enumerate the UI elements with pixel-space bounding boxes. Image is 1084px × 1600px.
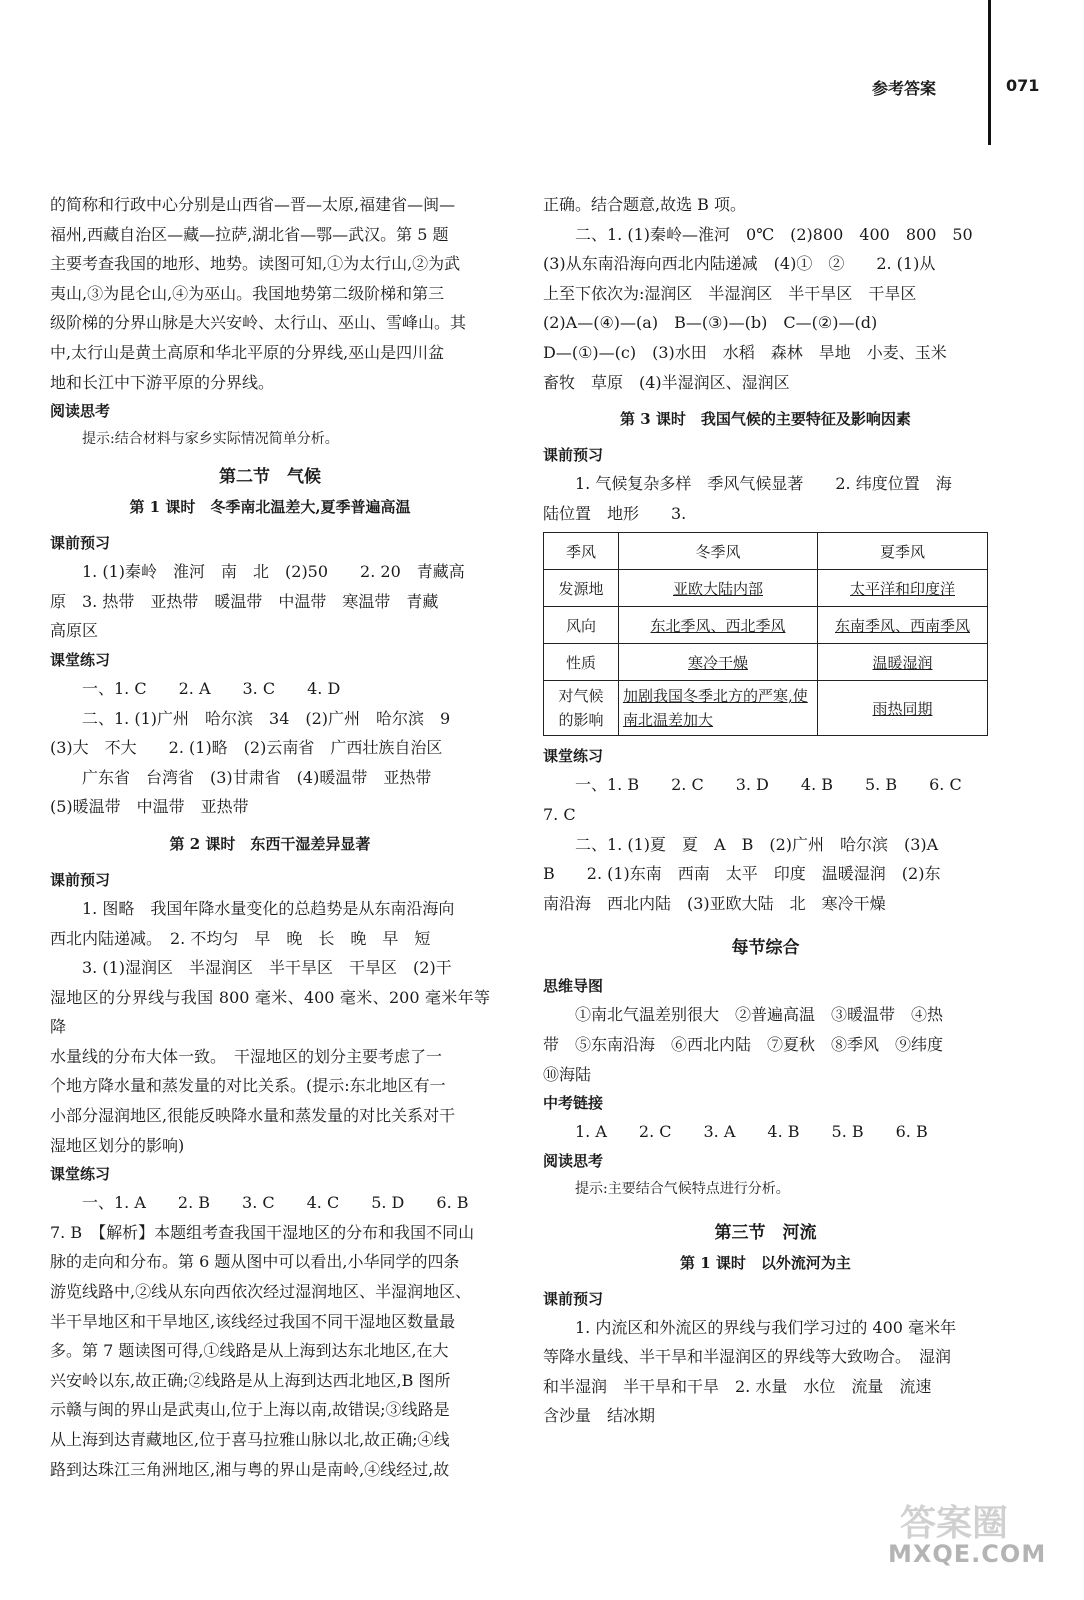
answer-text: 加剧我国冬季北方的严寒,使南北温差加大 bbox=[623, 687, 808, 730]
watermark-text: MXQE.COM bbox=[888, 1540, 1047, 1568]
text-line: 脉的走向和分布。第 6 题从图中可以看出,小华同学的四条 bbox=[50, 1252, 460, 1272]
lesson-title: 第 1 课时 以外流河为主 bbox=[680, 1253, 851, 1272]
lesson-title: 第 1 课时 冬季南北温差大,夏季普遍高温 bbox=[129, 498, 411, 517]
text-line: 含沙量 结冰期 bbox=[543, 1406, 656, 1426]
reading-label: 阅读思考 bbox=[543, 1151, 604, 1170]
text-line: 夷山,③为昆仑山,④为巫山。我国地势第二级阶梯和第三 bbox=[50, 283, 445, 303]
class-practice-label: 课堂练习 bbox=[50, 650, 111, 669]
answer-text: 太平洋和印度洋 bbox=[849, 579, 955, 598]
section-title: 第二节 气候 bbox=[219, 467, 321, 488]
text-line: 从上海到达青藏地区,位于喜马拉雅山脉以北,故正确;④线 bbox=[50, 1430, 450, 1449]
header-label: 参考答案 bbox=[872, 79, 937, 98]
exam-link-label: 中考链接 bbox=[543, 1094, 604, 1113]
text-line: 级阶梯的分界山脉是大兴安岭、太行山、巫山、雪峰山。其 bbox=[50, 313, 467, 333]
watermark-logo: 答案圈 bbox=[900, 1503, 1009, 1544]
text-line: 和半湿润 半干旱和干旱 2. 水量 水位 流量 流速 bbox=[543, 1376, 932, 1396]
section-title: 每节综合 bbox=[731, 938, 800, 959]
text-line: 主要考查我国的地形、地势。读图可知,①为太行山,②为武 bbox=[50, 254, 461, 274]
text-line: (5)暖温带 中温带 亚热带 bbox=[50, 797, 249, 817]
answer-text: 东南季风、西南季风 bbox=[834, 616, 970, 635]
text-line: 中,太行山是黄土高原和华北平原的分界线,巫山是四川盆 bbox=[50, 342, 445, 362]
pre-study-label: 课前预习 bbox=[543, 1289, 604, 1308]
text-line: 1. (1)秦岭 淮河 南 北 (2)50 2. 20 青藏高 bbox=[82, 562, 465, 582]
text-line: 地和长江中下游平原的分界线。 bbox=[50, 372, 275, 392]
page-number: 071 bbox=[1006, 76, 1040, 95]
table-cell: 对气候 的影响 bbox=[544, 681, 619, 736]
text-line: 的简称和行政中心分别是山西省—晋—太原,福建省—闽— bbox=[50, 195, 456, 214]
text-line: (3)从东南沿海向西北内陆递减 (4)① ② 2. (1)从 bbox=[543, 254, 936, 274]
text-line: 高原区 bbox=[50, 621, 99, 641]
section-title: 第三节 河流 bbox=[714, 1222, 817, 1243]
reading-note: 提示:主要结合气候特点进行分析。 bbox=[575, 1180, 790, 1197]
text-line: 二、1. (1)秦岭—淮河 0℃ (2)800 400 800 50 bbox=[575, 224, 973, 244]
text-line: 1. A 2. C 3. A 4. B 5. B 6. B bbox=[575, 1122, 928, 1142]
mind-map-label: 思维导图 bbox=[543, 977, 604, 996]
lesson-title: 第 3 课时 我国气候的主要特征及影响因素 bbox=[620, 410, 911, 429]
table-cell bbox=[619, 570, 818, 607]
text-line: 3. (1)湿润区 半湿润区 半干旱区 干旱区 (2)干 bbox=[82, 958, 452, 978]
table-cell: 风向 bbox=[544, 607, 619, 644]
table-row bbox=[544, 570, 988, 607]
class-practice-label: 课堂练习 bbox=[543, 747, 604, 766]
answer-text: 亚欧大陆内部 bbox=[672, 579, 763, 598]
table-header-cell: 冬季风 bbox=[619, 533, 818, 570]
lesson-title: 第 2 课时 东西干湿差异显著 bbox=[169, 834, 371, 853]
text-line: 一、1. A 2. B 3. C 4. C 5. D 6. B bbox=[82, 1193, 469, 1213]
text-line: 湿地区划分的影响) bbox=[50, 1135, 185, 1155]
text-line: 水量线的分布大体一致。 干湿地区的划分主要考虑了一 bbox=[50, 1046, 443, 1066]
pre-study-label: 课前预习 bbox=[543, 446, 604, 465]
answer-text: 温暖湿润 bbox=[872, 653, 933, 672]
text-line: 游览线路中,②线从东向西依次经过湿润地区、半湿润地区、 bbox=[50, 1282, 472, 1302]
text-line: 个地方降水量和蒸发量的对比关系。(提示:东北地区有一 bbox=[50, 1076, 446, 1096]
reading-label: 阅读思考 bbox=[50, 402, 111, 421]
table-header-cell: 季风 bbox=[544, 533, 619, 570]
header-divider bbox=[988, 0, 991, 145]
answer-text: 雨热同期 bbox=[872, 699, 933, 718]
text-line: 湿地区的分界线与我国 800 毫米、400 毫米、200 毫米年等降 bbox=[50, 987, 490, 1037]
pre-study-label: 课前预习 bbox=[50, 870, 111, 889]
text-line: 广东省 台湾省 (3)甘肃省 (4)暖温带 亚热带 bbox=[82, 767, 432, 787]
table-cell bbox=[818, 681, 988, 736]
right-column bbox=[543, 190, 988, 1431]
text-line: 等降水量线、半干旱和半湿润区的界线等大致吻合。 湿润 bbox=[543, 1347, 952, 1367]
text-line: 上至下依次为:湿润区 半湿润区 半干旱区 干旱区 bbox=[543, 283, 917, 303]
text-line: D—(①)—(c) (3)水田 水稻 森林 旱地 小麦、玉米 bbox=[543, 342, 947, 362]
answer-text: 东北季风、西北季风 bbox=[650, 616, 786, 635]
pre-study-label: 课前预习 bbox=[50, 534, 111, 553]
text-line: 半干旱地区和干旱地区,该线经过我国不同干湿地区数量最 bbox=[50, 1311, 456, 1331]
text-line: 二、1. (1)广州 哈尔滨 34 (2)广州 哈尔滨 9 bbox=[82, 708, 451, 728]
table-cell bbox=[818, 644, 988, 681]
text-line: ⑩海陆 bbox=[543, 1064, 592, 1084]
table-cell bbox=[818, 607, 988, 644]
text-line: 陆位置 地形 3. bbox=[543, 503, 687, 523]
class-practice-label: 课堂练习 bbox=[50, 1165, 111, 1184]
text-line: 福州,西藏自治区—藏—拉萨,湖北省—鄂—武汉。第 5 题 bbox=[50, 224, 449, 244]
table-cell bbox=[818, 570, 988, 607]
text-line: 1. 内流区和外流区的界线与我们学习过的 400 毫米年 bbox=[575, 1317, 957, 1337]
answer-text: 寒冷干燥 bbox=[687, 653, 748, 672]
text-line: 西北内陆递减。 2. 不均匀 早 晚 长 晚 早 短 bbox=[50, 928, 431, 948]
text-line: 原 3. 热带 亚热带 暖温带 中温带 寒温带 青藏 bbox=[50, 591, 439, 611]
text-line: 二、1. (1)夏 夏 A B (2)广州 哈尔滨 (3)A bbox=[575, 834, 939, 854]
table-cell bbox=[619, 607, 818, 644]
text-line: 正确。结合题意,故选 B 项。 bbox=[543, 195, 747, 214]
text-line: 1. 图略 我国年降水量变化的总趋势是从东南沿海向 bbox=[82, 898, 455, 918]
text-line: 一、1. B 2. C 3. D 4. B 5. B 6. C bbox=[575, 775, 962, 795]
table-header-cell: 夏季风 bbox=[818, 533, 988, 570]
text-line: 7. B 【解析】本题组考查我国干湿地区的分布和我国不同山 bbox=[50, 1222, 475, 1242]
table-row bbox=[544, 607, 988, 644]
table-row bbox=[544, 644, 988, 681]
text-line: 示赣与闽的界山是武夷山,位于上海以南,故错误;③线路是 bbox=[50, 1400, 450, 1420]
table-cell bbox=[619, 681, 818, 736]
table-row bbox=[544, 681, 988, 736]
table-cell: 性质 bbox=[544, 644, 619, 681]
left-column bbox=[50, 190, 490, 1484]
text-line: 多。第 7 题读图可得,①线路是从上海到达东北地区,在大 bbox=[50, 1341, 449, 1361]
reading-note: 提示:结合材料与家乡实际情况简单分析。 bbox=[82, 431, 339, 448]
text-line: 小部分湿润地区,很能反映降水量和蒸发量的对比关系对干 bbox=[50, 1106, 456, 1126]
text-line: 畜牧 草原 (4)半湿润区、湿润区 bbox=[543, 372, 790, 392]
table-cell bbox=[619, 644, 818, 681]
text-line: 南沿海 西北内陆 (3)亚欧大陆 北 寒冷干燥 bbox=[543, 893, 886, 913]
text-line: 带 ⑤东南沿海 ⑥西北内陆 ⑦夏秋 ⑧季风 ⑨纬度 bbox=[543, 1034, 944, 1054]
text-line: B 2. (1)东南 西南 太平 印度 温暖湿润 (2)东 bbox=[543, 864, 941, 884]
text-line: 一、1. C 2. A 3. C 4. D bbox=[82, 678, 341, 698]
table-header-row bbox=[544, 533, 988, 570]
text-line: 1. 气候复杂多样 季风气候显著 2. 纬度位置 海 bbox=[575, 474, 952, 494]
text-line: 路到达珠江三角洲地区,湘与粤的界山是南岭,④线经过,故 bbox=[50, 1459, 450, 1479]
table-cell: 发源地 bbox=[544, 570, 619, 607]
text-line: (3)大 不大 2. (1)略 (2)云南省 广西壮族自治区 bbox=[50, 738, 443, 758]
text-line: 7. C bbox=[543, 804, 576, 824]
monsoon-table bbox=[543, 532, 988, 736]
text-line: ①南北气温差别很大 ②普遍高温 ③暖温带 ④热 bbox=[575, 1005, 944, 1025]
text-line: 兴安岭以东,故正确;②线路是从上海到达西北地区,B 图所 bbox=[50, 1370, 451, 1390]
text-line: (2)A—(④)—(a) B—(③)—(b) C—(②)—(d) bbox=[543, 313, 878, 333]
